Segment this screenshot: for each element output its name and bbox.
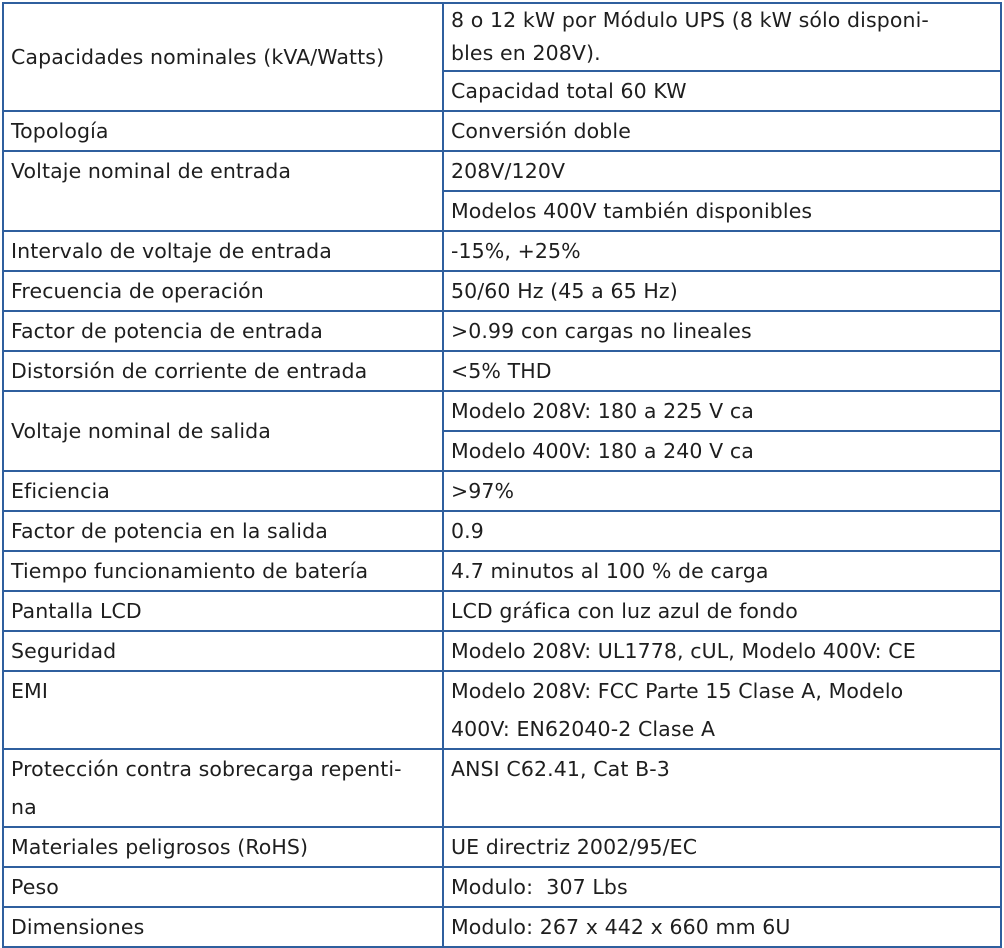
row-value: -15%, +25% (443, 231, 1001, 271)
row-value: Modelo 400V: 180 a 240 V ca (443, 431, 1001, 471)
spec-table (2, 2, 1002, 948)
table-row (3, 111, 1001, 151)
row-label: Voltaje nominal de salida (3, 391, 443, 471)
row-label: Frecuencia de operación (3, 271, 443, 311)
row-label: Tiempo funcionamiento de batería (3, 551, 443, 591)
table-row (3, 827, 1001, 867)
table-row (3, 749, 1001, 827)
row-value: >0.99 con cargas no lineales (443, 311, 1001, 351)
row-value: Modulo: 267 x 442 x 660 mm 6U (443, 907, 1001, 947)
row-value: UE directriz 2002/95/EC (443, 827, 1001, 867)
row-value: 50/60 Hz (45 a 65 Hz) (443, 271, 1001, 311)
table-row (3, 351, 1001, 391)
row-label: Distorsión de corriente de entrada (3, 351, 443, 391)
row-value: 208V/120V (443, 151, 1001, 191)
table-row (3, 151, 1001, 191)
table-row (3, 391, 1001, 431)
row-label: Intervalo de voltaje de entrada (3, 231, 443, 271)
row-value: Capacidad total 60 KW (443, 71, 1001, 111)
row-label: Factor de potencia en la salida (3, 511, 443, 551)
table-row (3, 867, 1001, 907)
table-row (3, 907, 1001, 947)
row-value: Modelo 208V: 180 a 225 V ca (443, 391, 1001, 431)
table-row (3, 511, 1001, 551)
table-row (3, 631, 1001, 671)
row-value: LCD gráfica con luz azul de fondo (443, 591, 1001, 631)
row-label: Seguridad (3, 631, 443, 671)
table-row (3, 551, 1001, 591)
row-label: Eficiencia (3, 471, 443, 511)
row-label: Factor de potencia de entrada (3, 311, 443, 351)
row-value: Modelo 208V: UL1778, cUL, Modelo 400V: CE (443, 631, 1001, 671)
row-label: Topología (3, 111, 443, 151)
table-row (3, 671, 1001, 749)
row-value: 0.9 (443, 511, 1001, 551)
row-label: Materiales peligrosos (RoHS) (3, 827, 443, 867)
row-value: Modelos 400V también disponibles (443, 191, 1001, 231)
row-value: 8 o 12 kW por Módulo UPS (8 kW sólo disponi- bles en 208V). (443, 3, 1001, 71)
table-row (3, 591, 1001, 631)
row-value: >97% (443, 471, 1001, 511)
table-row (3, 271, 1001, 311)
row-label: Voltaje nominal de entrada (3, 151, 443, 231)
row-label: Peso (3, 867, 443, 907)
row-label: Protección contra sobrecarga repenti- na (3, 749, 443, 827)
row-value: <5% THD (443, 351, 1001, 391)
table-row (3, 311, 1001, 351)
row-label: Capacidades nominales (kVA/Watts) (3, 3, 443, 111)
row-label: EMI (3, 671, 443, 749)
table-row (3, 471, 1001, 511)
row-label: Dimensiones (3, 907, 443, 947)
row-value: 4.7 minutos al 100 % de carga (443, 551, 1001, 591)
table-row (3, 3, 1001, 71)
row-value: ANSI C62.41, Cat B-3 (443, 749, 1001, 827)
row-label: Pantalla LCD (3, 591, 443, 631)
row-value: Conversión doble (443, 111, 1001, 151)
row-value: Modulo: 307 Lbs (443, 867, 1001, 907)
row-value: Modelo 208V: FCC Parte 15 Clase A, Modelo 400V: EN62040-2 Clase A (443, 671, 1001, 749)
table-row (3, 231, 1001, 271)
